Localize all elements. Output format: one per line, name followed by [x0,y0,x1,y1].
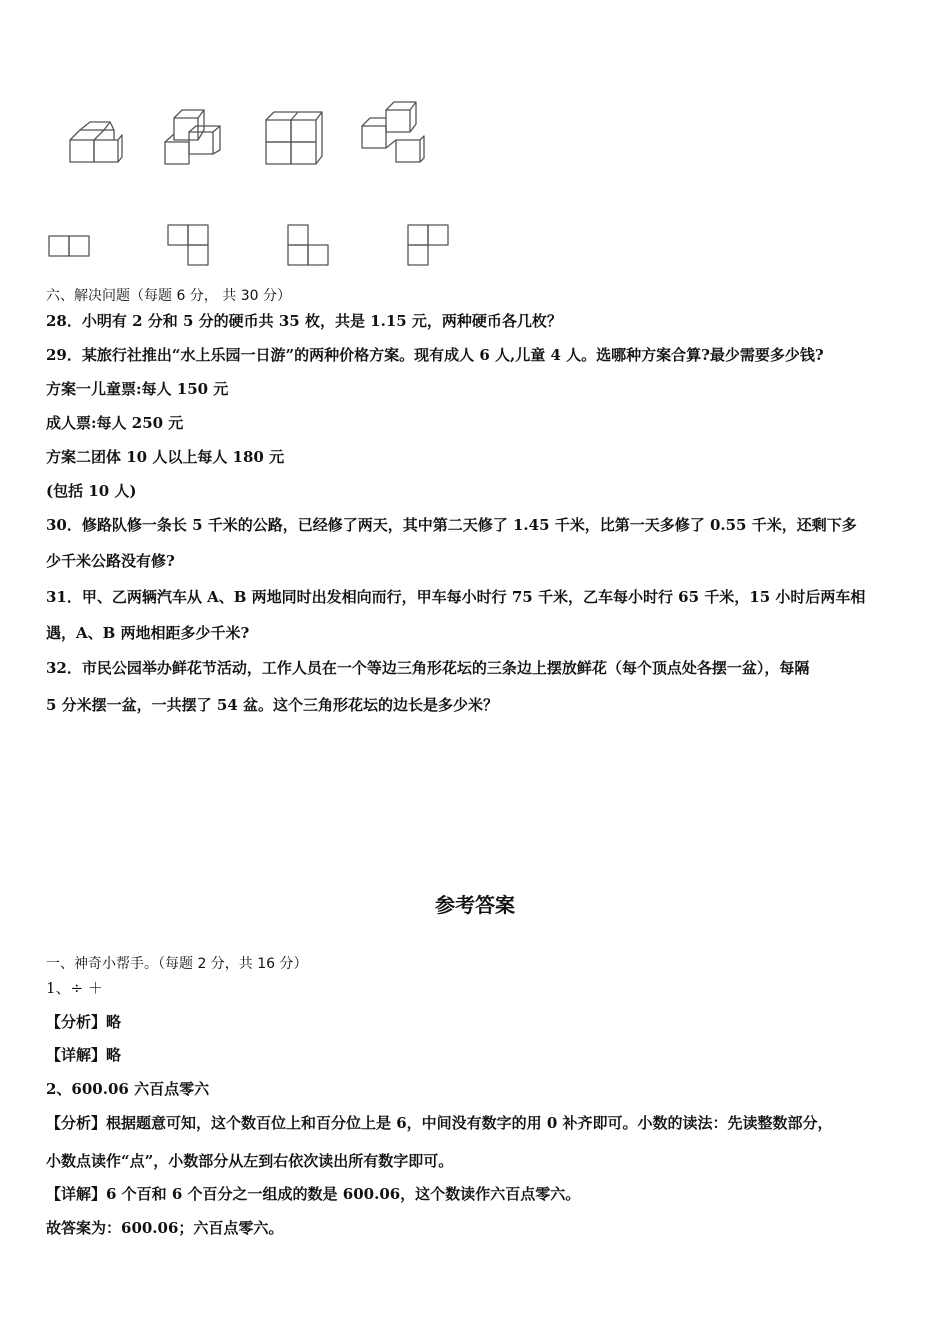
answers-title: 参考答案 [435,893,515,917]
answer-2-final: 故答案为：600.06；六百点零六。 [46,1219,284,1237]
detail-text: 6 个百和 6 个百分之一组成的数是 600.06，这个数读作六百点零六。 [106,1185,581,1203]
answer-2-detail [46,1184,580,1204]
plan-1-child-price: 方案一儿童票:每人 150 元 [46,380,229,398]
question-31-line-1: 31．甲、乙两辆汽车从 A、B 两地同时出发相向而行，甲车每小时行 75 千米，乙车每小时行 65 千米，15 小时后两车相 [46,588,866,606]
analysis-tag: 【分析】 [46,1013,107,1031]
plan-2-note: (包括 10 人) [46,482,137,500]
analysis-text: 根据题意可知，这个数百位上和百分位上是 6，中间没有数字的用 0 补齐即可。小数的读法：先读整数部分， [106,1114,833,1132]
answer-2-analysis-line-2: 小数点读作“点”，小数部分从左到右依次读出所有数字即可。 [46,1152,454,1170]
answer-1: 1、÷ ＋ [46,979,103,997]
cube-figures [0,0,950,280]
view-2 [168,225,208,265]
answers-section-1-heading: 一、神奇小帮手。（每题 2 分，共 16 分） [46,956,308,972]
question-29: 29．某旅行社推出“水上乐园一日游”的两种价格方案。现有成人 6 人,儿童 4 人。选哪种方案合算?最少需要多少钱? [46,346,824,364]
cube-stack-2 [165,110,220,164]
view-3 [288,225,328,265]
answer-2: 2、600.06 六百点零六 [46,1080,210,1098]
question-32-line-2: 5 分米摆一盆，一共摆了 54 盆。这个三角形花坛的边长是多少米？ [46,696,498,714]
question-32-line-1: 32．市民公园举办鲜花节活动，工作人员在一个等边三角形花坛的三条边上摆放鲜花（每个顶点处各摆一盆），每隔 [46,659,810,677]
question-28: 28．小明有 2 分和 5 分的硬币共 35 枚，共是 1.15 元，两种硬币各几枚？ [46,312,562,330]
question-30-line-2: 少千米公路没有修? [46,552,175,570]
answer-1-analysis [46,1012,121,1032]
plan-2-price: 方案二团体 10 人以上每人 180 元 [46,448,285,466]
cube-stack-3 [266,112,322,164]
detail-text: 略 [106,1046,122,1064]
view-1 [49,236,89,256]
view-4 [408,225,448,265]
question-30-line-1: 30．修路队修一条长 5 千米的公路，已经修了两天，其中第二天修了 1.45 千米，比第一天多修了 0.55 千米，还剩下多 [46,516,857,534]
answer-1-detail [46,1045,121,1065]
section-6-heading: 六、解决问题（每题 6 分， 共 30 分） [46,288,291,304]
detail-tag: 【详解】 [46,1185,107,1203]
analysis-tag: 【分析】 [46,1114,107,1132]
detail-tag: 【详解】 [46,1046,107,1064]
plan-1-adult-price: 成人票:每人 250 元 [46,414,184,432]
question-31-line-2: 遇，A、B 两地相距多少千米? [46,624,250,642]
answer-2-analysis-line-1 [46,1113,833,1133]
cube-stack-1 [70,122,122,162]
analysis-text: 略 [106,1013,122,1031]
cube-stack-4 [362,102,424,162]
